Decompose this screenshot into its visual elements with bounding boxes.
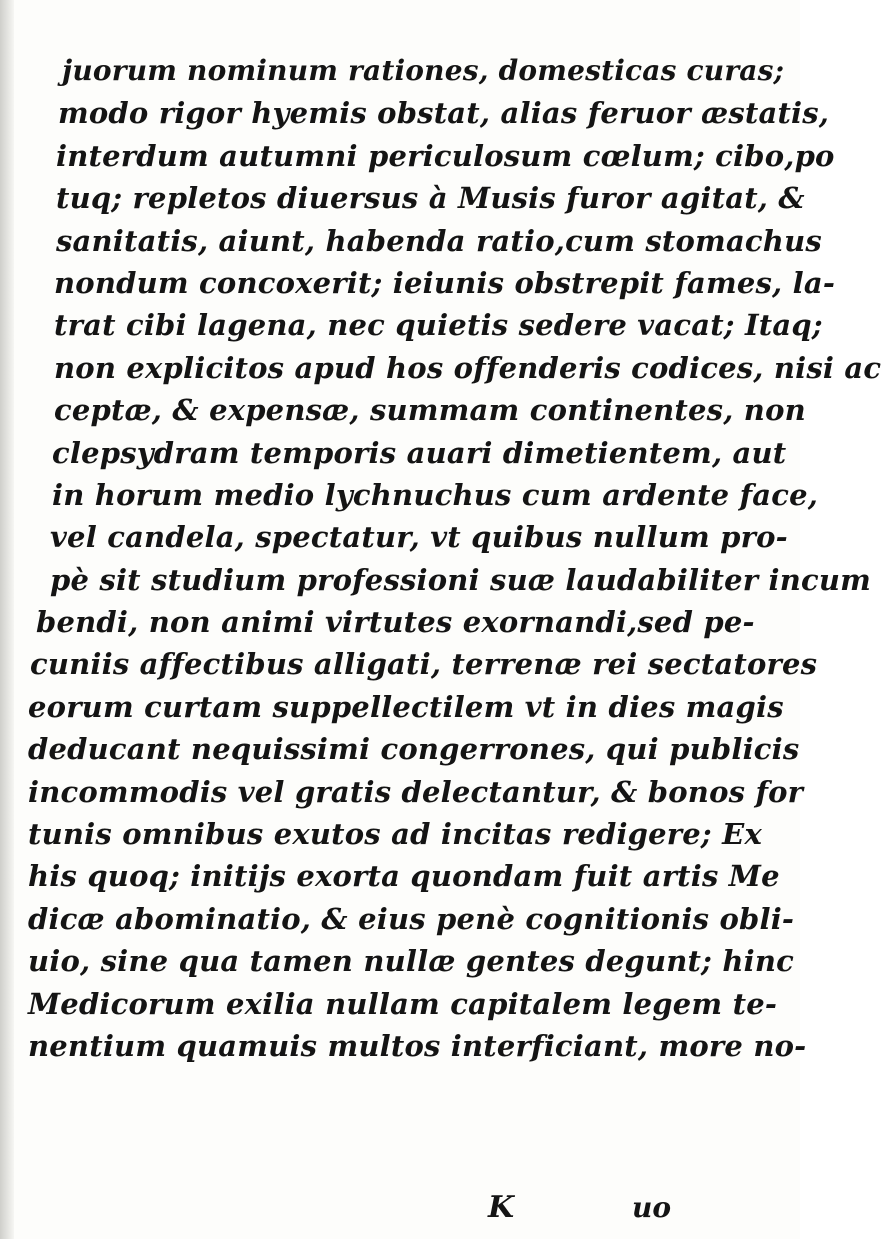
text-line: eorum curtam suppellectilem vt in dies magis: [28, 689, 784, 724]
text-line: ceptæ, & expensæ, summam continentes, non: [54, 393, 806, 428]
text-line: in horum medio lychnuchus cum ardente face,: [52, 477, 819, 512]
text-line: sanitatis, aiunt, habenda ratio,cum stomachus: [56, 223, 822, 258]
text-line: clepsydram temporis auari dimetientem, aut: [52, 435, 787, 470]
text-line: dicæ abominatio, & eius penè cognitionis obli-: [28, 901, 795, 936]
text-line: nondum concoxerit; ieiunis obstrepit fames, la-: [54, 265, 836, 300]
text-line: Medicorum exilia nullam capitalem legem te-: [28, 986, 778, 1021]
text-line: interdum autumni periculosum cœlum; cibo,po: [56, 138, 835, 173]
text-line: modo rigor hyemis obstat, alias feruor æstatis,: [58, 96, 830, 131]
spine-shadow: [0, 0, 14, 1239]
text-line: bendi, non animi virtutes exornandi,sed pe-: [36, 605, 755, 640]
text-line: pè sit studium professioni suæ laudabiliter incum: [50, 562, 872, 597]
text-line: juorum nominum rationes, domesticas curas;: [62, 54, 785, 87]
catchword: uo: [632, 1191, 672, 1224]
footer-row: [0, 1188, 800, 1228]
text-line: nentium quamuis multos interficiant, more no-: [28, 1028, 807, 1063]
signature-mark: K: [488, 1190, 515, 1225]
text-line: tunis omnibus exutos ad incitas redigere; Ex: [28, 817, 762, 852]
text-line: cuniis affectibus alligati, terrenæ rei sectatores: [30, 647, 818, 682]
text-line: non explicitos apud hos offenderis codices, nisi ac: [54, 350, 881, 385]
text-line: incommodis vel gratis delectantur, & bonos for: [28, 774, 804, 809]
page-text-block: [28, 50, 881, 1067]
text-line: trat cibi lagena, nec quietis sedere vacat; Itaq;: [54, 308, 823, 343]
text-line: deducant nequissimi congerrones, qui publicis: [28, 732, 800, 767]
text-line: uio, sine qua tamen nullæ gentes degunt; hinc: [28, 944, 794, 979]
text-line: his quoq; initijs exorta quondam fuit artis Me: [28, 859, 780, 894]
text-line: vel candela, spectatur, vt quibus nullum pro-: [50, 520, 788, 555]
text-line: tuq; repletos diuersus à Musis furor agitat, &: [56, 181, 805, 216]
